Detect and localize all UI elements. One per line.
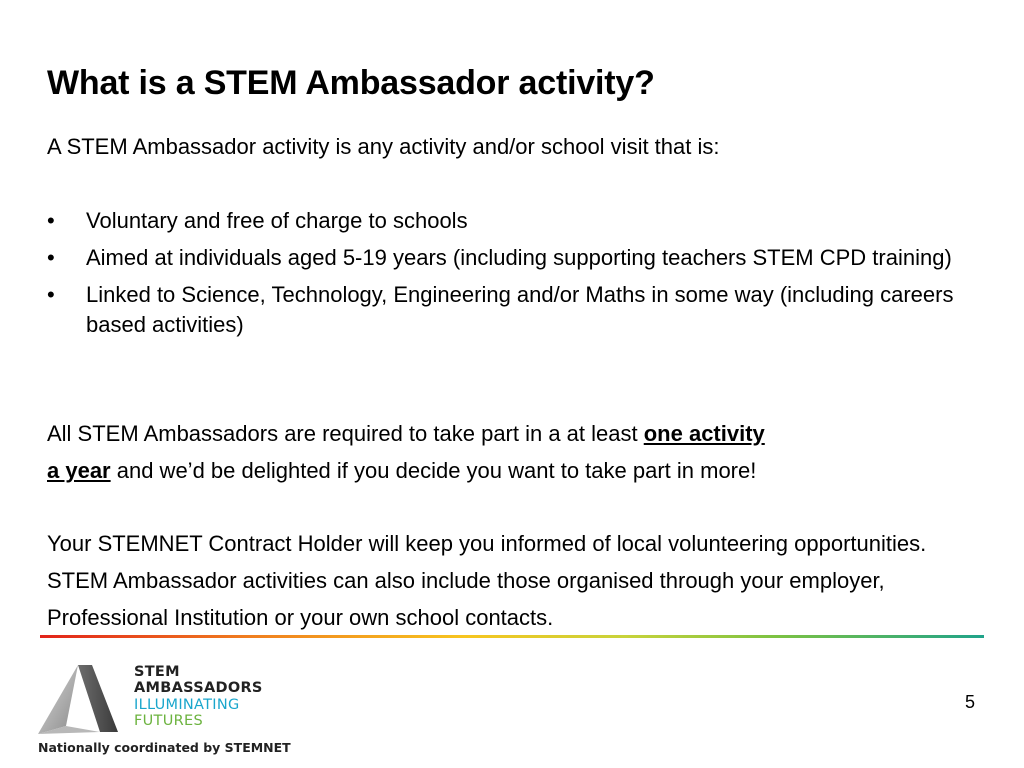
- slide-title: What is a STEM Ambassador activity?: [47, 64, 655, 102]
- bullet-dot: •: [47, 245, 55, 270]
- bullet-text: Aimed at individuals aged 5-19 years (including supporting teachers STEM CPD training): [86, 245, 952, 270]
- bullet-item: [47, 243, 977, 273]
- logo-text-futures: FUTURES: [134, 713, 203, 729]
- stem-ambassadors-triangle-logo-icon: [36, 660, 126, 740]
- contract-holder-paragraph: Your STEMNET Contract Holder will keep you informed of local volunteering opportunities. STEM Ambassador activities can also include those organised through your employer, Professional Institution or your own school contacts.: [47, 531, 927, 630]
- bullet-dot: •: [47, 282, 55, 307]
- requirement-paragraph: [47, 415, 987, 489]
- logo-text-ambassadors: AMBASSADORS: [134, 680, 263, 696]
- emphasis-a-year: a year: [47, 458, 111, 483]
- rainbow-divider: [40, 635, 984, 638]
- bullet-item: [47, 280, 977, 340]
- emphasis-one-activity: one activity: [643, 421, 765, 446]
- coordination-note: Nationally coordinated by STEMNET: [38, 740, 291, 755]
- bullet-dot: •: [47, 208, 55, 233]
- bullet-text: Linked to Science, Technology, Engineering and/or Maths in some way (including careers based activities): [86, 282, 954, 337]
- bullet-text: Voluntary and free of charge to schools: [86, 208, 468, 233]
- intro-text: A STEM Ambassador activity is any activity and/or school visit that is:: [47, 134, 720, 159]
- bullet-item: [47, 206, 977, 236]
- page-number: 5: [965, 692, 976, 712]
- logo-text-illuminating: ILLUMINATING: [134, 697, 240, 713]
- bullet-list: [47, 206, 977, 347]
- requirement-text-end: and we’d be delighted if you decide you want to take part in more!: [110, 458, 757, 483]
- logo-text-stem: STEM: [134, 664, 180, 680]
- requirement-text-start: All STEM Ambassadors are required to take part in a at least: [47, 421, 644, 446]
